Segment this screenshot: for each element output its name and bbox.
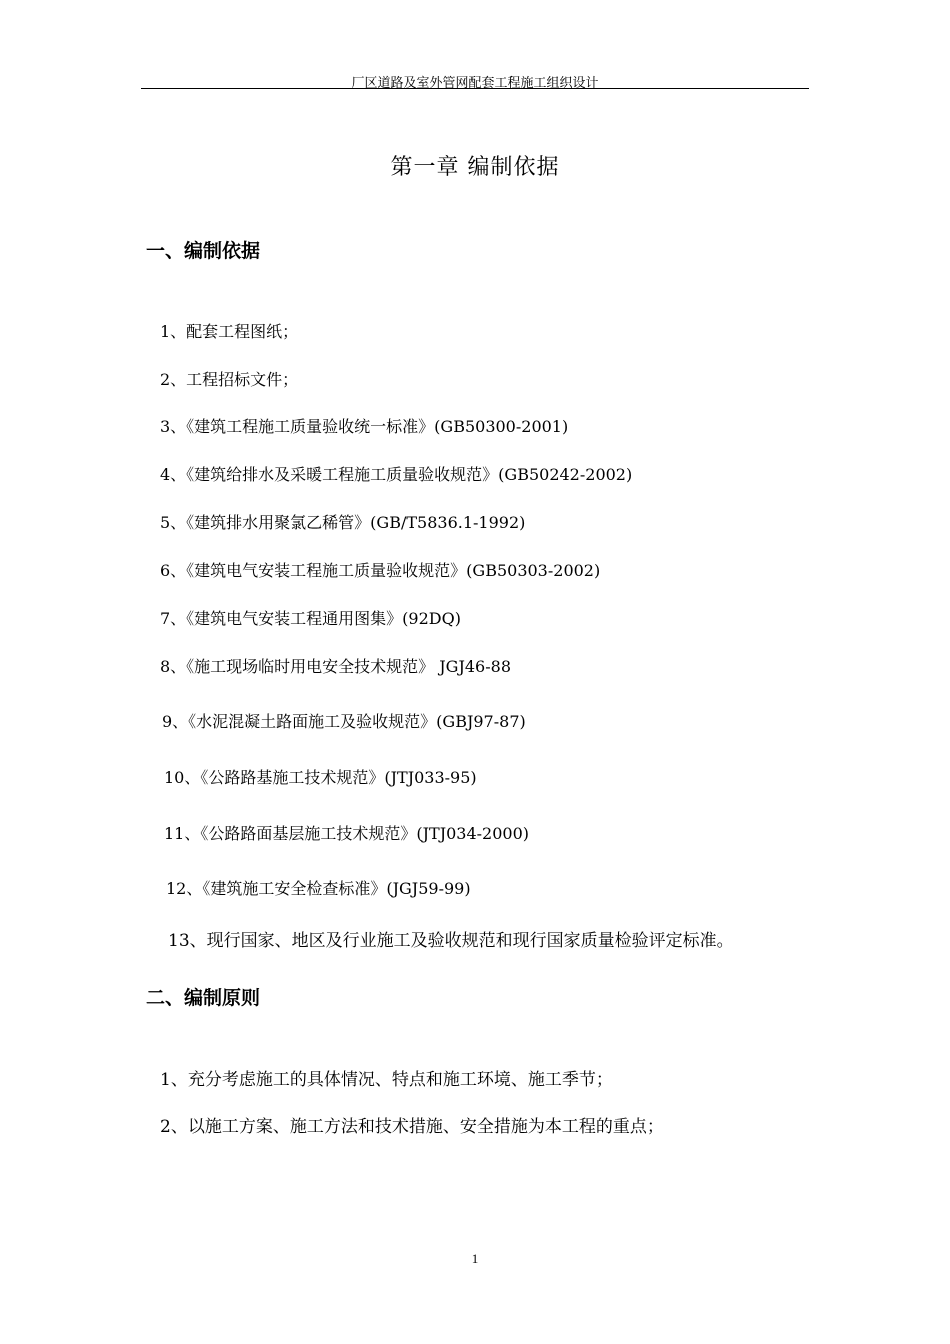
list-item: 12、《建筑施工安全检查标准》(JGJ59-99) [166, 879, 471, 898]
list-item: 10、《公路路基施工技术规范》(JTJ033-95) [164, 768, 477, 787]
list-item: 1、配套工程图纸； [160, 322, 299, 341]
list-item: 11、《公路路面基层施工技术规范》(JTJ034-2000) [164, 824, 530, 843]
list-item: 1、充分考虑施工的具体情况、特点和施工环境、施工季节； [160, 1070, 613, 1090]
list-item: 2、工程招标文件； [160, 370, 299, 389]
section-heading-principles: 二、编制原则 [146, 987, 261, 1009]
section-heading-basis: 一、编制依据 [146, 240, 261, 262]
list-item: 8、《施工现场临时用电安全技术规范》 JGJ46-88 [160, 657, 512, 676]
page-number: 1 [471, 1251, 479, 1266]
header-title: 厂区道路及室外管网配套工程施工组织设计 [351, 76, 599, 91]
list-item: 9、《水泥混凝土路面施工及验收规范》(GBJ97-87) [162, 712, 526, 731]
chapter-title: 第一章 编制依据 [390, 155, 560, 180]
list-item: 13、现行国家、地区及行业施工及验收规范和现行国家质量检验评定标准。 [168, 931, 734, 951]
list-item: 6、《建筑电气安装工程施工质量验收规范》(GB50303-2002) [160, 561, 601, 580]
list-item: 5、《建筑排水用聚氯乙稀管》(GB/T5836.1-1992) [160, 513, 526, 532]
list-item: 7、《建筑电气安装工程通用图集》(92DQ) [160, 609, 461, 628]
list-item: 3、《建筑工程施工质量验收统一标准》(GB50300-2001) [160, 417, 569, 436]
list-item: 4、《建筑给排水及采暖工程施工质量验收规范》(GB50242-2002) [160, 465, 633, 484]
list-item: 2、以施工方案、施工方法和技术措施、安全措施为本工程的重点； [160, 1117, 664, 1137]
header-divider [141, 88, 809, 89]
